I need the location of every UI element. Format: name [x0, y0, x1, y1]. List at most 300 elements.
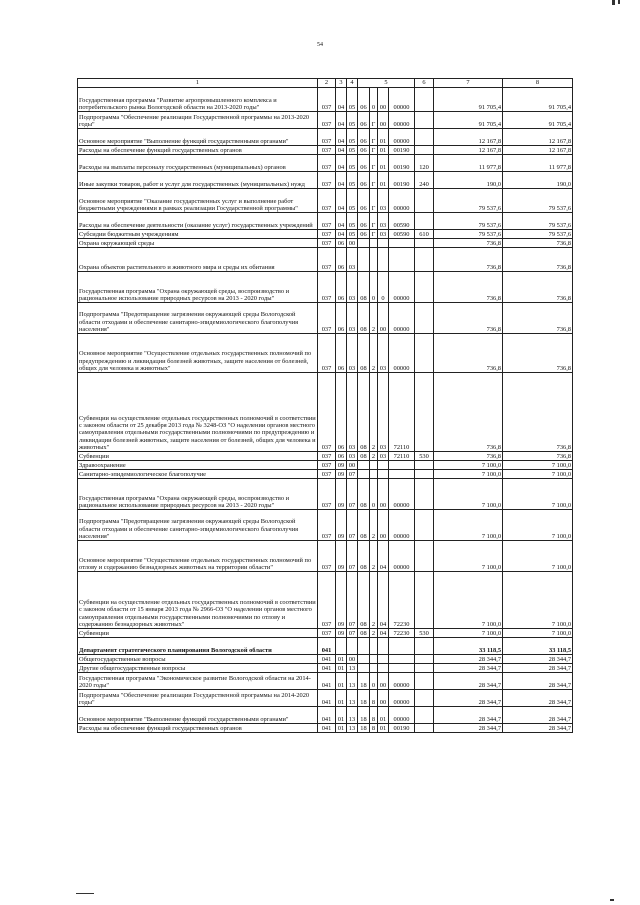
subsection-code: 07: [347, 541, 358, 572]
program-code: 08: [358, 479, 370, 510]
amount-col7: 7 100,0: [434, 479, 503, 510]
section-code: 04: [336, 112, 347, 129]
amount-col7: 7 100,0: [434, 629, 503, 638]
subsection-code: 00: [347, 461, 358, 470]
amount-col7: 91 705,4: [434, 88, 503, 112]
amount-col8: 12 167,8: [503, 146, 573, 155]
direction-code: 72110: [389, 452, 415, 461]
program-code: 08: [358, 272, 370, 303]
expense-type-code: [415, 129, 434, 146]
amount-col8: 7 100,0: [503, 479, 573, 510]
expense-type-code: 530: [415, 629, 434, 638]
subsection-code: 03: [347, 373, 358, 452]
amount-col8: 91 705,4: [503, 88, 573, 112]
expense-type-code: [415, 541, 434, 572]
admin-code: 037: [318, 248, 336, 272]
admin-code: 037: [318, 510, 336, 541]
row-name: Основное мероприятие "Осуществление отдельных государственных полномочий по отлову и содержанию безнадзорных животных на территории области": [78, 541, 318, 572]
activity-code: 03: [378, 189, 389, 213]
section-code: 01: [336, 664, 347, 673]
activity-code: 03: [378, 334, 389, 373]
subprogram-code: [370, 239, 378, 248]
row-name: Субвенции на осуществление отдельных государственных полномочий в соответствии с законом области от 25 декабря 2013 года № 3248-ОЗ "О наделении органов местного самоуправления отдельными государственными полномочиями по предупреждению и ликвидации болезней животных, защите населения от болезней, общих для человека и животных": [78, 373, 318, 452]
table-row: [78, 690, 573, 707]
subsection-code: 05: [347, 189, 358, 213]
program-code: 08: [358, 510, 370, 541]
section-code: 01: [336, 690, 347, 707]
row-name: Основное мероприятие "Оказание государственных услуг и выполнение работ бюджетными учреждениями в рамках реализации Государственной программы": [78, 189, 318, 213]
row-name: Основное мероприятие "Выполнение функций государственными органами": [78, 707, 318, 724]
activity-code: [378, 239, 389, 248]
subprogram-code: [370, 638, 378, 655]
activity-code: [378, 248, 389, 272]
amount-col7: 736,8: [434, 248, 503, 272]
activity-code: 01: [378, 172, 389, 189]
amount-col7: 28 344,7: [434, 690, 503, 707]
subsection-code: 07: [347, 479, 358, 510]
expense-type-code: [415, 461, 434, 470]
table-row: [78, 664, 573, 673]
admin-code: 037: [318, 461, 336, 470]
table-row: [78, 213, 573, 230]
expense-type-code: [415, 189, 434, 213]
subprogram-code: Г: [370, 213, 378, 230]
amount-col8: 79 537,6: [503, 189, 573, 213]
amount-col7: 7 100,0: [434, 572, 503, 629]
expense-type-code: [415, 239, 434, 248]
table-row: [78, 541, 573, 572]
header-cell: 1: [78, 79, 318, 88]
activity-code: 03: [378, 452, 389, 461]
header-cell: 3: [336, 79, 347, 88]
row-name: Департамент стратегического планирования Вологодской области: [78, 638, 318, 655]
program-code: [358, 655, 370, 664]
subsection-code: [347, 638, 358, 655]
amount-col7: 12 167,8: [434, 146, 503, 155]
expense-type-code: [415, 334, 434, 373]
program-code: 08: [358, 541, 370, 572]
amount-col7: 28 344,7: [434, 673, 503, 690]
expense-type-code: [415, 510, 434, 541]
subprogram-code: 0: [370, 88, 378, 112]
admin-code: 037: [318, 239, 336, 248]
amount-col8: 79 537,6: [503, 213, 573, 230]
amount-col7: 190,0: [434, 172, 503, 189]
expense-type-code: [415, 479, 434, 510]
row-name: Государственная программа "Охрана окружающей среды, воспроизводство и рациональное использование природных ресурсов на 2013 - 2020 годы": [78, 272, 318, 303]
section-code: 04: [336, 213, 347, 230]
direction-code: 00000: [389, 334, 415, 373]
table-row: [78, 88, 573, 112]
subsection-code: 05: [347, 172, 358, 189]
section-code: 06: [336, 452, 347, 461]
subprogram-code: Г: [370, 155, 378, 172]
section-code: 04: [336, 155, 347, 172]
subprogram-code: 2: [370, 541, 378, 572]
amount-col7: 7 100,0: [434, 470, 503, 479]
program-code: 06: [358, 213, 370, 230]
subprogram-code: [370, 248, 378, 272]
section-code: 06: [336, 334, 347, 373]
admin-code: 037: [318, 303, 336, 334]
table-header-row: [78, 79, 573, 88]
activity-code: 0: [378, 272, 389, 303]
expense-type-code: 610: [415, 230, 434, 239]
activity-code: [378, 664, 389, 673]
activity-code: 01: [378, 129, 389, 146]
expense-type-code: [415, 638, 434, 655]
subsection-code: 03: [347, 303, 358, 334]
direction-code: [389, 655, 415, 664]
expense-type-code: 530: [415, 452, 434, 461]
subsection-code: 13: [347, 664, 358, 673]
direction-code: 00000: [389, 673, 415, 690]
expense-type-code: [415, 303, 434, 334]
direction-code: 00000: [389, 129, 415, 146]
direction-code: 72230: [389, 629, 415, 638]
activity-code: 01: [378, 155, 389, 172]
activity-code: 00: [378, 303, 389, 334]
amount-col7: 7 100,0: [434, 461, 503, 470]
subsection-code: 00: [347, 655, 358, 664]
row-name: Государственная программа "Развитие агропромышленного комплекса и потребительского рынка Вологодской области на 2013-2020 годы": [78, 88, 318, 112]
activity-code: 00: [378, 510, 389, 541]
subprogram-code: 2: [370, 303, 378, 334]
direction-code: [389, 638, 415, 655]
amount-col8: 736,8: [503, 272, 573, 303]
direction-code: 00000: [389, 510, 415, 541]
subsection-code: 13: [347, 724, 358, 733]
amount-col7: 736,8: [434, 334, 503, 373]
admin-code: 037: [318, 172, 336, 189]
row-name: Государственная программа "Экономическое развитие Вологодской области на 2014-2020 годы": [78, 673, 318, 690]
program-code: 06: [358, 189, 370, 213]
direction-code: 72230: [389, 572, 415, 629]
program-code: [358, 239, 370, 248]
amount-col8: 736,8: [503, 334, 573, 373]
amount-col8: 28 344,7: [503, 690, 573, 707]
expense-type-code: [415, 112, 434, 129]
table-row: [78, 638, 573, 655]
direction-code: [389, 461, 415, 470]
program-code: 08: [358, 373, 370, 452]
subsection-code: 05: [347, 155, 358, 172]
program-code: 18: [358, 724, 370, 733]
row-name: Здравоохранение: [78, 461, 318, 470]
subprogram-code: Г: [370, 129, 378, 146]
direction-code: 00000: [389, 541, 415, 572]
subprogram-code: 0: [370, 479, 378, 510]
expense-type-code: [415, 664, 434, 673]
table-row: [78, 172, 573, 189]
header-cell: 4: [347, 79, 358, 88]
expense-type-code: [415, 572, 434, 629]
program-code: 18: [358, 690, 370, 707]
expense-type-code: [415, 213, 434, 230]
table-row: [78, 272, 573, 303]
subprogram-code: Г: [370, 189, 378, 213]
subsection-code: 03: [347, 248, 358, 272]
table-row: [78, 470, 573, 479]
expense-type-code: [415, 88, 434, 112]
admin-code: 037: [318, 155, 336, 172]
activity-code: 01: [378, 146, 389, 155]
section-code: 04: [336, 146, 347, 155]
activity-code: 00: [378, 690, 389, 707]
direction-code: 00000: [389, 479, 415, 510]
subprogram-code: 8: [370, 707, 378, 724]
direction-code: 00190: [389, 146, 415, 155]
table-row: [78, 461, 573, 470]
direction-code: 00000: [389, 272, 415, 303]
section-code: 09: [336, 479, 347, 510]
amount-col7: 28 344,7: [434, 707, 503, 724]
header-cell: 8: [503, 79, 573, 88]
row-name: Санитарно-эпидемиологическое благополучие: [78, 470, 318, 479]
row-name: Подпрограмма "Обеспечение реализации Государственной программы на 2013-2020 годы": [78, 112, 318, 129]
program-code: 08: [358, 572, 370, 629]
scan-mark-bottom-right: [610, 899, 614, 901]
amount-col8: 736,8: [503, 303, 573, 334]
program-code: 06: [358, 88, 370, 112]
amount-col8: 28 344,7: [503, 707, 573, 724]
amount-col7: 79 537,6: [434, 213, 503, 230]
expense-type-code: [415, 655, 434, 664]
subprogram-code: [370, 664, 378, 673]
subsection-code: 03: [347, 272, 358, 303]
admin-code: 041: [318, 664, 336, 673]
row-name: Охрана окружающей среды: [78, 239, 318, 248]
table-row: [78, 189, 573, 213]
section-code: 06: [336, 248, 347, 272]
amount-col8: 736,8: [503, 373, 573, 452]
section-code: 09: [336, 629, 347, 638]
program-code: [358, 248, 370, 272]
amount-col8: 28 344,7: [503, 724, 573, 733]
section-code: 06: [336, 373, 347, 452]
table-row: [78, 655, 573, 664]
direction-code: 00190: [389, 155, 415, 172]
direction-code: [389, 470, 415, 479]
program-code: 08: [358, 334, 370, 373]
table-row: [78, 373, 573, 452]
table-row: [78, 129, 573, 146]
expense-type-code: [415, 248, 434, 272]
row-name: Субвенции: [78, 452, 318, 461]
expense-type-code: [415, 707, 434, 724]
subprogram-code: Г: [370, 112, 378, 129]
section-code: 01: [336, 707, 347, 724]
activity-code: 03: [378, 213, 389, 230]
table-row: [78, 239, 573, 248]
row-name: Подпрограмма "Предотвращение загрязнения окружающей среды Вологодской области отходами и обеспечение санитарно-эпидемиологического благополучия населения": [78, 510, 318, 541]
subsection-code: 07: [347, 629, 358, 638]
amount-col8: 7 100,0: [503, 541, 573, 572]
program-code: 08: [358, 629, 370, 638]
subprogram-code: 8: [370, 724, 378, 733]
section-code: 06: [336, 303, 347, 334]
subsection-code: 07: [347, 510, 358, 541]
row-name: Иные закупки товаров, работ и услуг для государственных (муниципальных) нужд: [78, 172, 318, 189]
expense-type-code: [415, 272, 434, 303]
program-code: 06: [358, 172, 370, 189]
program-code: 06: [358, 112, 370, 129]
section-code: 01: [336, 673, 347, 690]
subsection-code: 13: [347, 707, 358, 724]
subsection-code: 07: [347, 470, 358, 479]
activity-code: 01: [378, 724, 389, 733]
amount-col8: 28 344,7: [503, 673, 573, 690]
header-cell: 7: [434, 79, 503, 88]
direction-code: 00590: [389, 230, 415, 239]
amount-col7: 736,8: [434, 239, 503, 248]
admin-code: 037: [318, 189, 336, 213]
direction-code: 00000: [389, 690, 415, 707]
expense-type-code: [415, 724, 434, 733]
activity-code: 00: [378, 88, 389, 112]
program-code: [358, 664, 370, 673]
activity-code: 00: [378, 112, 389, 129]
subsection-code: 05: [347, 213, 358, 230]
amount-col7: 736,8: [434, 272, 503, 303]
amount-col8: 736,8: [503, 452, 573, 461]
subprogram-code: [370, 461, 378, 470]
section-code: 01: [336, 724, 347, 733]
subsection-code: 03: [347, 452, 358, 461]
table-row: [78, 479, 573, 510]
subprogram-code: 2: [370, 510, 378, 541]
budget-table: [77, 78, 573, 733]
amount-col8: 91 705,4: [503, 112, 573, 129]
direction-code: 00000: [389, 189, 415, 213]
amount-col8: 7 100,0: [503, 461, 573, 470]
program-code: 06: [358, 146, 370, 155]
admin-code: 037: [318, 272, 336, 303]
admin-code: 037: [318, 572, 336, 629]
amount-col8: 7 100,0: [503, 572, 573, 629]
header-cell: 6: [415, 79, 434, 88]
direction-code: 00000: [389, 303, 415, 334]
activity-code: [378, 470, 389, 479]
direction-code: 00190: [389, 724, 415, 733]
row-name: Субсидии бюджетным учреждениям: [78, 230, 318, 239]
table-row: [78, 629, 573, 638]
row-name: Охрана объектов растительного и животного мира и среды их обитания: [78, 248, 318, 272]
row-name: Расходы на обеспечение деятельности (оказание услуг) государственных учреждений: [78, 213, 318, 230]
section-code: 09: [336, 541, 347, 572]
row-name: Подпрограмма "Предотвращение загрязнения окружающей среды Вологодской области отходами и обеспечение санитарно-эпидемиологического благополучия населения": [78, 303, 318, 334]
subsection-code: 07: [347, 572, 358, 629]
amount-col8: 7 100,0: [503, 629, 573, 638]
row-name: Основное мероприятие "Выполнение функций государственными органами": [78, 129, 318, 146]
section-code: 06: [336, 239, 347, 248]
table-row: [78, 707, 573, 724]
subsection-code: 05: [347, 112, 358, 129]
section-code: 09: [336, 572, 347, 629]
admin-code: 037: [318, 112, 336, 129]
amount-col8: 28 344,7: [503, 664, 573, 673]
table-row: [78, 724, 573, 733]
direction-code: 00000: [389, 707, 415, 724]
program-code: 18: [358, 707, 370, 724]
direction-code: [389, 248, 415, 272]
amount-col7: 12 167,8: [434, 129, 503, 146]
amount-col7: 11 977,8: [434, 155, 503, 172]
activity-code: 04: [378, 572, 389, 629]
amount-col8: 7 100,0: [503, 510, 573, 541]
activity-code: 03: [378, 230, 389, 239]
admin-code: 037: [318, 373, 336, 452]
direction-code: 72110: [389, 373, 415, 452]
amount-col8: 736,8: [503, 248, 573, 272]
table-row: [78, 155, 573, 172]
amount-col7: 7 100,0: [434, 510, 503, 541]
table-row: [78, 452, 573, 461]
row-name: Другие общегосударственные вопросы: [78, 664, 318, 673]
program-code: 06: [358, 129, 370, 146]
admin-code: 037: [318, 479, 336, 510]
row-name: Расходы на обеспечение функций государственных органов: [78, 724, 318, 733]
table-row: [78, 303, 573, 334]
page-number: 54: [317, 42, 323, 48]
subsection-code: 03: [347, 334, 358, 373]
row-name: Субвенции на осуществление отдельных государственных полномочий в соответствии с законом области от 15 января 2013 года № 2966-ОЗ "О наделении органов местного самоуправления отдельными государственными полномочиями по отлову и содержанию безнадзорных животных": [78, 572, 318, 629]
section-code: 04: [336, 172, 347, 189]
direction-code: 00590: [389, 213, 415, 230]
direction-code: [389, 664, 415, 673]
amount-col7: 28 344,7: [434, 655, 503, 664]
expense-type-code: [415, 373, 434, 452]
admin-code: 037: [318, 334, 336, 373]
row-name: Расходы на обеспечение функций государственных органов: [78, 146, 318, 155]
subsection-code: 05: [347, 146, 358, 155]
activity-code: [378, 461, 389, 470]
direction-code: 00000: [389, 112, 415, 129]
scan-mark-top: [612, 0, 615, 5]
section-code: 09: [336, 510, 347, 541]
activity-code: 04: [378, 541, 389, 572]
subprogram-code: Г: [370, 146, 378, 155]
amount-col7: 736,8: [434, 303, 503, 334]
program-code: [358, 470, 370, 479]
section-code: 09: [336, 461, 347, 470]
admin-code: 037: [318, 452, 336, 461]
table-row: [78, 510, 573, 541]
subsection-code: 05: [347, 230, 358, 239]
program-code: 06: [358, 155, 370, 172]
row-name: Государственная программа "Охрана окружающей среды, воспроизводство и рациональное использование природных ресурсов на 2013 - 2020 годы": [78, 479, 318, 510]
admin-code: 037: [318, 629, 336, 638]
expense-type-code: [415, 146, 434, 155]
row-name: Субвенции: [78, 629, 318, 638]
amount-col7: 91 705,4: [434, 112, 503, 129]
direction-code: 00190: [389, 172, 415, 189]
table-row: [78, 248, 573, 272]
section-code: 04: [336, 88, 347, 112]
section-code: 04: [336, 189, 347, 213]
program-code: 06: [358, 230, 370, 239]
subsection-code: 05: [347, 88, 358, 112]
amount-col7: 7 100,0: [434, 541, 503, 572]
program-code: 08: [358, 303, 370, 334]
activity-code: 00: [378, 479, 389, 510]
program-code: 18: [358, 673, 370, 690]
direction-code: 00000: [389, 88, 415, 112]
subprogram-code: [370, 470, 378, 479]
activity-code: 00: [378, 673, 389, 690]
amount-col7: 28 344,7: [434, 724, 503, 733]
subprogram-code: 0: [370, 272, 378, 303]
